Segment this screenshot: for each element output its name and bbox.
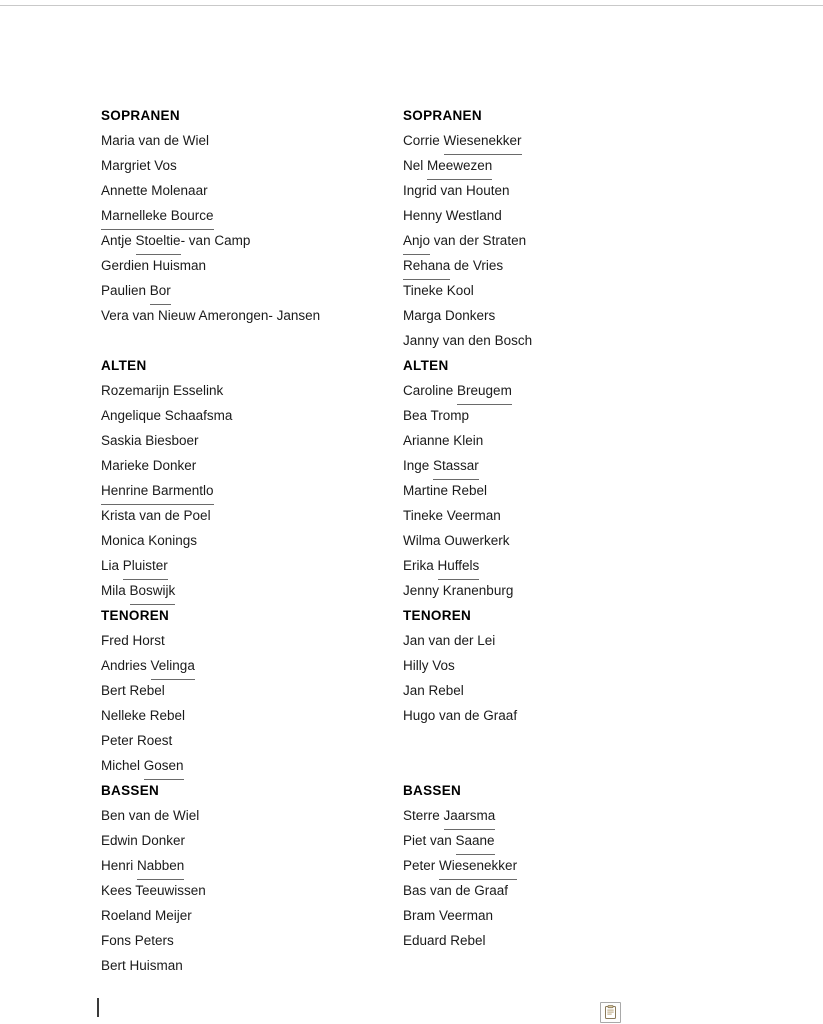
name-text: Hugo van de Graaf	[403, 708, 518, 723]
name-text: Arianne Klein	[403, 433, 484, 448]
name-text: Roeland Meijer	[101, 908, 192, 923]
choir-member-name	[403, 378, 705, 403]
name-text: Eduard Rebel	[403, 933, 486, 948]
choir-member-name	[101, 278, 403, 303]
choir-member-name	[101, 403, 403, 428]
name-text: Corrie	[403, 133, 444, 148]
spellcheck-marked-word[interactable]: Huffels	[438, 553, 480, 579]
name-text: Lia	[101, 558, 123, 573]
name-text: Caroline	[403, 383, 458, 398]
choir-member-name	[101, 953, 403, 978]
blank-line	[101, 328, 403, 353]
name-text: Krista van de Poel	[101, 508, 211, 523]
choir-member-name	[403, 478, 705, 503]
name-text: Edwin Donker	[101, 833, 186, 848]
name-text: Annette Molenaar	[101, 183, 208, 198]
spellcheck-marked-word[interactable]: Wiesenekker	[444, 128, 522, 154]
choir-member-name	[101, 153, 403, 178]
choir-member-name	[101, 928, 403, 953]
choir-member-name	[101, 453, 403, 478]
name-text: Fons Peters	[101, 933, 174, 948]
choir-member-name	[101, 303, 403, 328]
name-text: Michel	[101, 758, 144, 773]
name-text: Gerdien Huisman	[101, 258, 207, 273]
spellcheck-marked-word[interactable]: Breugem	[457, 378, 512, 404]
choir-member-name	[403, 328, 705, 353]
name-text: de Vries	[450, 258, 504, 273]
name-text: Jan Rebel	[403, 683, 464, 698]
name-text: Tineke Kool	[403, 283, 474, 298]
spellcheck-marked-word[interactable]: Henrine Barmentlo	[101, 478, 214, 504]
name-text: Rozemarijn Esselink	[101, 383, 224, 398]
choir-member-name	[403, 553, 705, 578]
spellcheck-marked-word[interactable]: Gosen	[144, 753, 184, 779]
voice-section-heading: SOPRANEN	[101, 108, 180, 123]
choir-member-name	[403, 903, 705, 928]
name-text: Paulien	[101, 283, 150, 298]
choir-member-name	[403, 278, 705, 303]
choir-member-name	[403, 803, 705, 828]
clipboard-paste-icon[interactable]	[600, 1002, 621, 1023]
choir-member-name	[101, 478, 403, 503]
choir-member-name	[101, 853, 403, 878]
choir-member-name	[403, 828, 705, 853]
name-text: Inge	[403, 458, 434, 473]
choir-member-name	[101, 753, 403, 778]
name-text: Henri	[101, 858, 138, 873]
choir-member-name	[403, 203, 705, 228]
voice-section-heading: ALTEN	[101, 358, 147, 373]
spellcheck-marked-word[interactable]: Stassar	[433, 453, 479, 479]
voice-section-heading: SOPRANEN	[403, 108, 482, 123]
name-text: Marga Donkers	[403, 308, 496, 323]
choir-member-name	[403, 178, 705, 203]
blank-line	[403, 728, 705, 753]
choir-member-name	[101, 728, 403, 753]
name-text: Ingrid van Houten	[403, 183, 510, 198]
choir-member-name	[101, 128, 403, 153]
choir-member-name	[101, 678, 403, 703]
choir-member-name	[403, 678, 705, 703]
name-text: Bram Veerman	[403, 908, 494, 923]
page-top-divider	[0, 5, 823, 6]
choir-member-name	[403, 503, 705, 528]
name-text: Mila	[101, 583, 130, 598]
name-text: van der Straten	[430, 233, 527, 248]
choir-member-name	[101, 628, 403, 653]
choir-member-name	[403, 128, 705, 153]
name-text: Sterre	[403, 808, 444, 823]
name-text: Erika	[403, 558, 438, 573]
spellcheck-marked-word[interactable]: Nabben	[137, 853, 184, 879]
name-text: Bea Tromp	[403, 408, 470, 423]
choir-member-name	[403, 153, 705, 178]
name-text: Marieke Donker	[101, 458, 197, 473]
name-text: Angelique Schaafsma	[101, 408, 233, 423]
choir-member-name	[101, 528, 403, 553]
choir-member-name	[101, 653, 403, 678]
choir-member-name	[101, 903, 403, 928]
choir-member-name	[403, 703, 705, 728]
choir-member-name	[403, 928, 705, 953]
name-text: Andries	[101, 658, 151, 673]
name-text: Piet van	[403, 833, 456, 848]
spellcheck-marked-word[interactable]: Stoeltie	[136, 228, 181, 254]
name-text: Henny Westland	[403, 208, 502, 223]
choir-member-name	[403, 303, 705, 328]
name-text: Nel	[403, 158, 428, 173]
name-text: Bert Huisman	[101, 958, 183, 973]
voice-section-heading: BASSEN	[101, 783, 160, 798]
name-text: Jan van der Lei	[403, 633, 496, 648]
choir-member-name	[101, 378, 403, 403]
choir-member-name	[101, 803, 403, 828]
name-text: Janny van den Bosch	[403, 333, 533, 348]
name-text: Jenny Kranenburg	[403, 583, 514, 598]
name-text: Saskia Biesboer	[101, 433, 199, 448]
name-text: Nelleke Rebel	[101, 708, 186, 723]
name-text: Maria van de Wiel	[101, 133, 210, 148]
name-text: Bert Rebel	[101, 683, 165, 698]
voice-section-heading: TENOREN	[101, 608, 170, 623]
name-text: Margriet Vos	[101, 158, 177, 173]
name-text: Hilly Vos	[403, 658, 455, 673]
spellcheck-marked-word[interactable]: Boswijk	[130, 578, 176, 604]
name-text: Bas van de Graaf	[403, 883, 509, 898]
two-column-body	[0, 103, 823, 978]
name-text: Peter	[403, 858, 440, 873]
choir-member-name	[101, 253, 403, 278]
spellcheck-marked-word[interactable]: Marnelleke Bource	[101, 203, 214, 229]
choir-member-name	[101, 553, 403, 578]
choir-member-name	[403, 878, 705, 903]
name-text: Fred Horst	[101, 633, 165, 648]
spellcheck-marked-word[interactable]: Anjo	[403, 228, 430, 254]
choir-member-name	[101, 578, 403, 603]
choir-member-name	[403, 403, 705, 428]
name-text: Martine Rebel	[403, 483, 488, 498]
text-caret	[97, 998, 99, 1017]
choir-member-name	[403, 528, 705, 553]
spellcheck-marked-word[interactable]: Meewezen	[427, 153, 492, 179]
spellcheck-marked-word[interactable]: Rehana	[403, 253, 450, 279]
spellcheck-marked-word[interactable]: Saane	[456, 828, 495, 854]
name-text: Monica Konings	[101, 533, 198, 548]
left-column[interactable]	[101, 103, 403, 978]
spellcheck-marked-word[interactable]: Pluister	[123, 553, 168, 579]
choir-member-name	[403, 228, 705, 253]
choir-member-name	[101, 828, 403, 853]
name-text: Ben van de Wiel	[101, 808, 200, 823]
choir-member-name	[101, 503, 403, 528]
choir-member-name	[101, 178, 403, 203]
blank-line	[403, 753, 705, 778]
choir-member-name	[101, 228, 403, 253]
name-text: Wilma Ouwerkerk	[403, 533, 510, 548]
name-text: Vera van Nieuw Amerongen- Jansen	[101, 308, 321, 323]
name-text: Tineke Veerman	[403, 508, 501, 523]
choir-member-name	[101, 428, 403, 453]
choir-member-name	[403, 428, 705, 453]
choir-member-name	[403, 453, 705, 478]
spellcheck-marked-word[interactable]: Jaarsma	[444, 803, 496, 829]
name-text: - van Camp	[180, 233, 251, 248]
choir-member-name	[101, 878, 403, 903]
choir-member-name	[101, 703, 403, 728]
choir-member-name	[403, 578, 705, 603]
voice-section-heading: ALTEN	[403, 358, 449, 373]
name-text: Kees Teeuwissen	[101, 883, 206, 898]
voice-section-heading: TENOREN	[403, 608, 472, 623]
spellcheck-marked-word[interactable]: Wiesenekker	[439, 853, 517, 879]
choir-member-name	[403, 853, 705, 878]
voice-section-heading: BASSEN	[403, 783, 462, 798]
right-column[interactable]	[403, 103, 705, 978]
choir-member-name	[403, 628, 705, 653]
spellcheck-marked-word[interactable]: Velinga	[151, 653, 195, 679]
name-text: Antje	[101, 233, 136, 248]
spellcheck-marked-word[interactable]: Bor	[150, 278, 171, 304]
name-text: Peter Roest	[101, 733, 173, 748]
choir-member-name	[403, 653, 705, 678]
choir-member-name	[403, 253, 705, 278]
choir-member-name	[101, 203, 403, 228]
